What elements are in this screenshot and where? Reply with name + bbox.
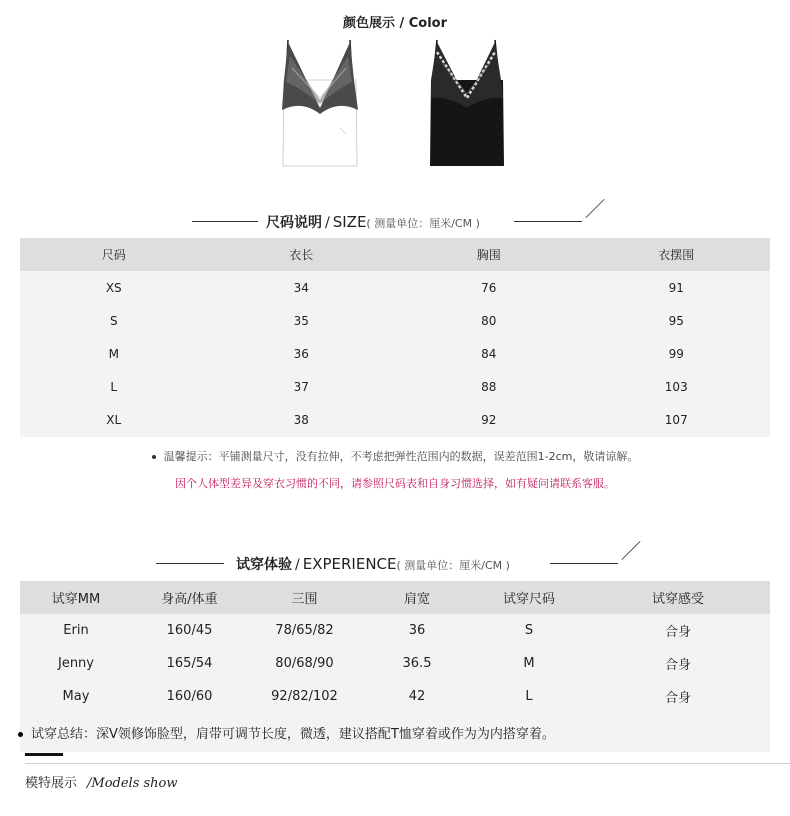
color-section-title: 颜色展示 / Color bbox=[342, 16, 448, 31]
black-camisole-image bbox=[425, 38, 509, 170]
bust-cell: 92 bbox=[481, 413, 497, 428]
bust-cell: 88 bbox=[481, 380, 497, 395]
measurements-cell: 92/82/102 bbox=[271, 689, 338, 704]
size-title-sep: / bbox=[325, 215, 330, 231]
size-cell: M bbox=[523, 656, 535, 671]
models-title-cn: 模特展示 bbox=[25, 776, 78, 791]
fit-cell: 合身 bbox=[664, 691, 691, 706]
height-weight-cell: 160/60 bbox=[166, 689, 213, 704]
model-name-cell: Erin bbox=[63, 623, 89, 638]
size-unit-note: ( 测量单位：厘米/CM ) bbox=[366, 217, 480, 230]
experience-title-cn: 试穿体验 bbox=[236, 557, 292, 573]
table-row bbox=[20, 337, 770, 370]
tip-text: 温馨提示：平铺测量尺寸，没有拉伸，不考虑把弹性范围内的数据，误差范围1-2cm，敬请谅解。 bbox=[163, 450, 639, 463]
exp-header-height-weight: 身高/体重 bbox=[132, 581, 247, 614]
bust-cell: 76 bbox=[481, 280, 497, 295]
experience-title-sep: / bbox=[295, 557, 300, 573]
size-section-heading bbox=[0, 210, 790, 234]
heading-line-left bbox=[192, 221, 258, 222]
bullet-icon bbox=[152, 455, 156, 459]
bust-cell: 80 bbox=[481, 313, 497, 328]
size-title-en: SIZE bbox=[332, 213, 367, 231]
size-cell: L bbox=[525, 689, 533, 704]
length-cell: 36 bbox=[293, 347, 309, 362]
table-row bbox=[20, 614, 770, 647]
experience-unit-note: ( 测量单位：厘米/CM ) bbox=[396, 559, 510, 572]
measurements-cell: 80/68/90 bbox=[275, 656, 334, 671]
size-cell: S bbox=[524, 623, 534, 638]
size-cell: XS bbox=[105, 280, 122, 295]
shoulder-cell: 42 bbox=[408, 689, 426, 704]
size-cell: M bbox=[108, 347, 119, 362]
exp-header-measurements: 三围 bbox=[247, 581, 362, 614]
table-row bbox=[20, 271, 770, 304]
experience-table bbox=[20, 581, 770, 752]
shoulder-cell: 36.5 bbox=[402, 656, 432, 671]
length-cell: 35 bbox=[293, 313, 309, 328]
size-cell: L bbox=[110, 380, 118, 395]
table-row bbox=[20, 404, 770, 437]
bullet-icon bbox=[18, 732, 23, 737]
summary-text: 试穿总结：深V领修饰脸型，肩带可调节长度，微透，建议搭配T恤穿着或作为为内搭穿着。 bbox=[31, 727, 555, 742]
table-row bbox=[20, 647, 770, 680]
length-cell: 38 bbox=[293, 413, 309, 428]
measurement-tip bbox=[0, 448, 790, 464]
hem-cell: 107 bbox=[664, 413, 688, 428]
models-title-en: /Models show bbox=[87, 776, 178, 791]
length-cell: 37 bbox=[293, 380, 309, 395]
height-weight-cell: 160/45 bbox=[166, 623, 213, 638]
experience-table-header bbox=[20, 581, 770, 614]
size-header-length: 衣长 bbox=[208, 238, 396, 271]
hem-cell: 91 bbox=[668, 280, 684, 295]
fitting-summary-row bbox=[20, 713, 770, 752]
heading-line-right bbox=[514, 221, 582, 222]
height-weight-cell: 165/54 bbox=[166, 656, 213, 671]
size-cell: XL bbox=[106, 413, 122, 428]
size-table bbox=[20, 238, 770, 437]
size-header-size: 尺码 bbox=[20, 238, 208, 271]
size-header-bust: 胸围 bbox=[395, 238, 583, 271]
table-row bbox=[20, 680, 770, 713]
fit-cell: 合身 bbox=[664, 658, 691, 673]
size-cell: S bbox=[109, 313, 118, 328]
heading-line-left bbox=[156, 563, 224, 564]
size-header-hem: 衣摆围 bbox=[583, 238, 771, 271]
heading-slash bbox=[621, 541, 640, 560]
heading-line-right bbox=[550, 563, 618, 564]
white-camisole-image bbox=[278, 38, 362, 170]
model-name-cell: May bbox=[62, 689, 90, 704]
model-name-cell: Jenny bbox=[57, 656, 94, 671]
size-table-header bbox=[20, 238, 770, 271]
experience-section-heading bbox=[0, 552, 790, 576]
length-cell: 34 bbox=[293, 280, 309, 295]
table-row bbox=[20, 304, 770, 337]
bust-cell: 84 bbox=[481, 347, 497, 362]
models-section-title bbox=[25, 772, 178, 791]
hem-cell: 95 bbox=[668, 313, 684, 328]
exp-header-size: 试穿尺码 bbox=[472, 581, 586, 614]
measurements-cell: 78/65/82 bbox=[275, 623, 334, 638]
models-accent-bar bbox=[25, 753, 63, 756]
exp-header-model: 试穿MM bbox=[20, 581, 132, 614]
models-divider bbox=[25, 763, 790, 764]
shoulder-cell: 36 bbox=[408, 623, 426, 638]
fit-cell: 合身 bbox=[664, 625, 691, 640]
table-row bbox=[20, 371, 770, 404]
experience-title-en: EXPERIENCE bbox=[302, 555, 397, 573]
exp-header-fit: 试穿感受 bbox=[586, 581, 770, 614]
exp-header-shoulder: 肩宽 bbox=[362, 581, 472, 614]
heading-slash bbox=[585, 199, 604, 218]
fitting-summary bbox=[20, 713, 770, 752]
size-title-cn: 尺码说明 bbox=[266, 215, 322, 231]
hem-cell: 99 bbox=[668, 347, 684, 362]
hem-cell: 103 bbox=[664, 380, 688, 395]
size-warning: 因个人体型差异及穿衣习惯的不同，请参照尺码表和自身习惯选择，如有疑问请联系客服。 bbox=[175, 477, 615, 490]
